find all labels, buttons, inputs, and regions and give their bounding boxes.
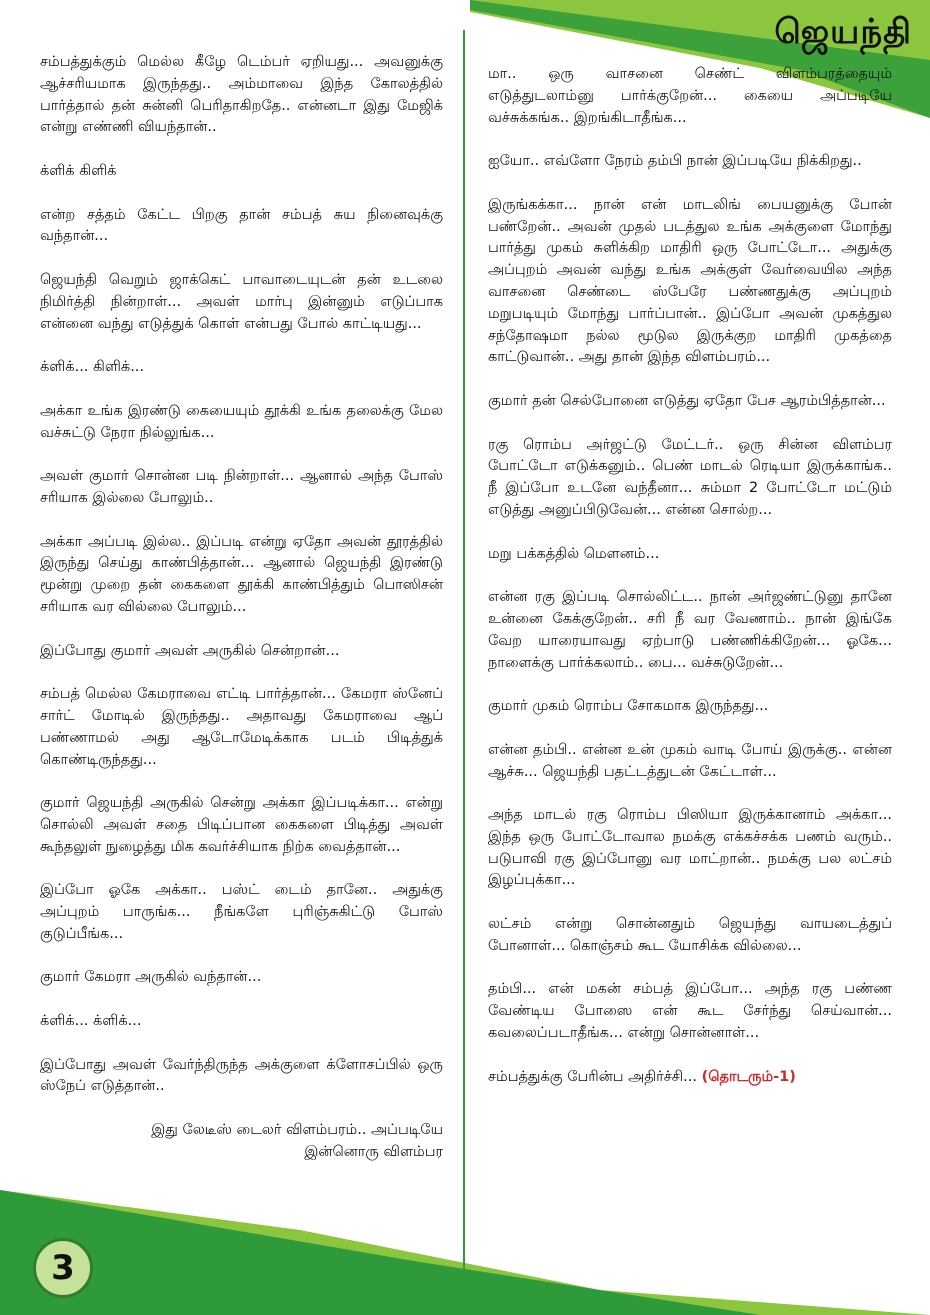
paragraph: என்ன ரகு இப்படி சொல்லிட்ட.. நான் அர்ஜண்ட்டுனு தானே உன்னை கேக்குறேன்.. சரி நீ வர வேணாம்.. நான் இங்கே வேற யாரையாவது ஏற்பாடு பண்ணிக்கிறேன்... ஓகே... நாளைக்கு பார்க்கலாம்.. பை... வச்சுடுறேன்... xyxy=(488,589,892,671)
paragraph: இது லேடீஸ் டைலர் விளம்பரம்.. அப்படியே இன்னொரு விளம்பர xyxy=(151,1122,443,1160)
left-column xyxy=(40,52,443,1185)
right-column xyxy=(488,64,892,1110)
paragraph: இருங்கக்கா... நான் என் மாடலிங் பையனுக்கு போன் பண்றேன்.. அவன் முதல் படத்துல உங்க அக்குளை மோந்து பார்த்து முகம் சுளிக்கிற மாதிரி ஒரு போட்டோ... அதுக்கு அப்புறம் அவன் வந்து உங்க அக்குள் வேர்வையில அந்த வாசனை செண்டை ஸ்பேரே பண்ணதுக்கு அப்புறம் மறுபடியும் மோந்து பார்ப்பான்.. இப்போ அவன் முகத்துல சந்தோஷமா நல்ல மூடுல இருக்குற மாதிரி முகத்தை காட்டுவான்.. அது தான் இந்த விளம்பரம்... xyxy=(488,196,892,366)
paragraph: இப்போ ஓகே அக்கா.. பஸ்ட் டைம் தானே.. அதுக்கு அப்புறம் பாருங்க... நீங்களே புரிஞ்சுகிட்டு போஸ் குடுப்பீங்க... xyxy=(40,882,443,942)
paragraph: அக்கா உங்க இரண்டு கையையும் தூக்கி உங்க தலைக்கு மேல வச்சுட்டு நேரா நில்லுங்க... xyxy=(40,402,443,441)
paragraph: இப்போது அவள் வேர்ந்திருந்த அக்குளை க்ளோசப்பில் ஒரு ஸ்நேப் எடுத்தான்.. xyxy=(40,1056,443,1095)
paragraph: லட்சம் என்று சொன்னதும் ஜெயந்து வாயடைத்துப் போனாள்... கொஞ்சம் கூட யோசிக்க வில்லை... xyxy=(488,916,892,954)
paragraph: மா.. ஒரு வாசனை செண்ட் விளம்பரத்தையும் எடுத்துடலாம்னு பார்க்குறேன்... கையை அப்படியே வச்சுக்கங்க.. இறங்கிடாதீங்க... xyxy=(488,66,892,126)
page-number-badge xyxy=(33,1238,93,1298)
final-paragraph xyxy=(488,1067,892,1089)
paragraph: சம்பத் மெல்ல கேமராவை எட்டி பார்த்தான்... கேமரா ஸ்னேப் சார்ட் மோடில் இருந்தது.. அதாவது கேமராவை ஆப் பண்ணாமல் அது ஆடோமேடிக்காக படம் பிடித்துக் கொண்டிருந்தது... xyxy=(40,686,443,768)
paragraph: இப்போது குமார் அவள் அருகில் சென்றான்... xyxy=(40,642,340,659)
paragraph: ஐயோ.. எவ்ளோ நேரம் தம்பி நான் இப்படியே நிக்கிறது.. xyxy=(488,153,862,170)
paragraph: குமார் கேமரா அருகில் வந்தான்... xyxy=(40,969,262,986)
paragraph: சம்பத்துக்கும் மெல்ல கீழே டெம்பர் ஏறியது... அவனுக்கு ஆச்சரியமாக இருந்தது.. அம்மாவை இந்த கோலத்தில் பார்த்தால் தன் சுன்னி பெரிதாகிறதே.. என்னடா இது மேஜிக் என்று எண்ணி வியந்தான்.. xyxy=(40,54,443,136)
paragraph: என்ற சத்தம் கேட்ட பிறகு தான் சம்பத் சுய நினைவுக்கு வந்தான்... xyxy=(40,206,443,245)
page-number: 3 xyxy=(51,1248,75,1288)
paragraph: குமார் தன் செல்போனை எடுத்து ஏதோ பேச ஆரம்பித்தான்... xyxy=(488,392,886,409)
paragraph: அவள் குமார் சொன்ன படி நின்றாள்... ஆனால் அந்த போஸ் சரியாக இல்லை போலும்.. xyxy=(40,468,443,506)
paragraph: என்ன தம்பி.. என்ன உன் முகம் வாடி போய் இருக்கு.. என்ன ஆச்சு... ஜெயந்தி பதட்டத்துடன் கேட்டாள்... xyxy=(488,741,892,780)
page-title: ஜெயந்தி xyxy=(774,12,912,52)
column-divider xyxy=(463,30,465,1278)
continued-label: (தொடரும்-1) xyxy=(701,1068,796,1085)
paragraph: அக்கா அப்படி இல்ல.. இப்படி என்று ஏதோ அவன் தூரத்தில் இருந்து செய்து காண்பித்தான்... ஆனால் ஜெயந்தி இரண்டு மூன்று முறை தன் கைகளை தூக்கி காண்பித்தும் பொஸிசன் சரியாக வர வில்லை போலும்... xyxy=(40,533,443,615)
paragraph: அந்த மாடல் ரகு ரொம்ப பிஸியா இருக்கானாம் அக்கா... இந்த ஒரு போட்டோவால நமக்கு எக்கச்சக்க பணம் வரும்.. படுபாவி ரகு இப்போனு வர மாட்றான்.. நமக்கு பல லட்சம் இழப்புக்கா... xyxy=(488,807,892,889)
paragraph: ரகு ரொம்ப அர்ஜட்டு மேட்டர்.. ஒரு சின்ன விளம்பர போட்டோ எடுக்கனும்.. பெண் மாடல் ரெடியா இருக்காங்க.. நீ இப்போ உடனே வந்தீனா... சும்மா 2 போட்டோ மட்டும் எடுத்து அனுப்பிடுவேன்... என்ன சொல்ற... xyxy=(488,436,892,518)
paragraph: க்ளிக் கிளிக் xyxy=(40,162,117,179)
paragraph: குமார் ஜெயந்தி அருகில் சென்று அக்கா இப்படிக்கா... என்று சொல்லி அவள் சதை பிடிப்பான கைகளை பிடித்து அவள் கூந்தலுள் நுழைத்து மிக கவர்ச்சியாக நிற்க வைத்தான்... xyxy=(40,795,443,855)
paragraph: மறு பக்கத்தில் மெளனம்... xyxy=(488,545,660,562)
paragraph: ஜெயந்தி வெறும் ஜாக்கெட் பாவாடையுடன் தன் உடலை நிமிர்த்தி நின்றாள்... அவள் மார்பு இன்னும் எடுப்பாக என்னை வந்து எடுத்துக் கொள் என்பது போல் காட்டியது... xyxy=(40,271,443,332)
final-text: சம்பத்துக்கு பேரின்ப அதிர்ச்சி... xyxy=(488,1068,697,1085)
paragraph: க்ளிக்... க்ளிக்... xyxy=(40,1013,142,1030)
paragraph: க்ளிக்... கிளிக்... xyxy=(40,359,145,376)
paragraph: குமார் முகம் ரொம்ப சோகமாக இருந்தது... xyxy=(488,698,769,715)
paragraph: தம்பி... என் மகன் சம்பத் இப்போ... அந்த ரகு பண்ண வேண்டிய போஸை என் கூட சேர்ந்து செய்வான்... கவலைப்படாதீங்க... என்று சொன்னாள்... xyxy=(488,981,892,1042)
